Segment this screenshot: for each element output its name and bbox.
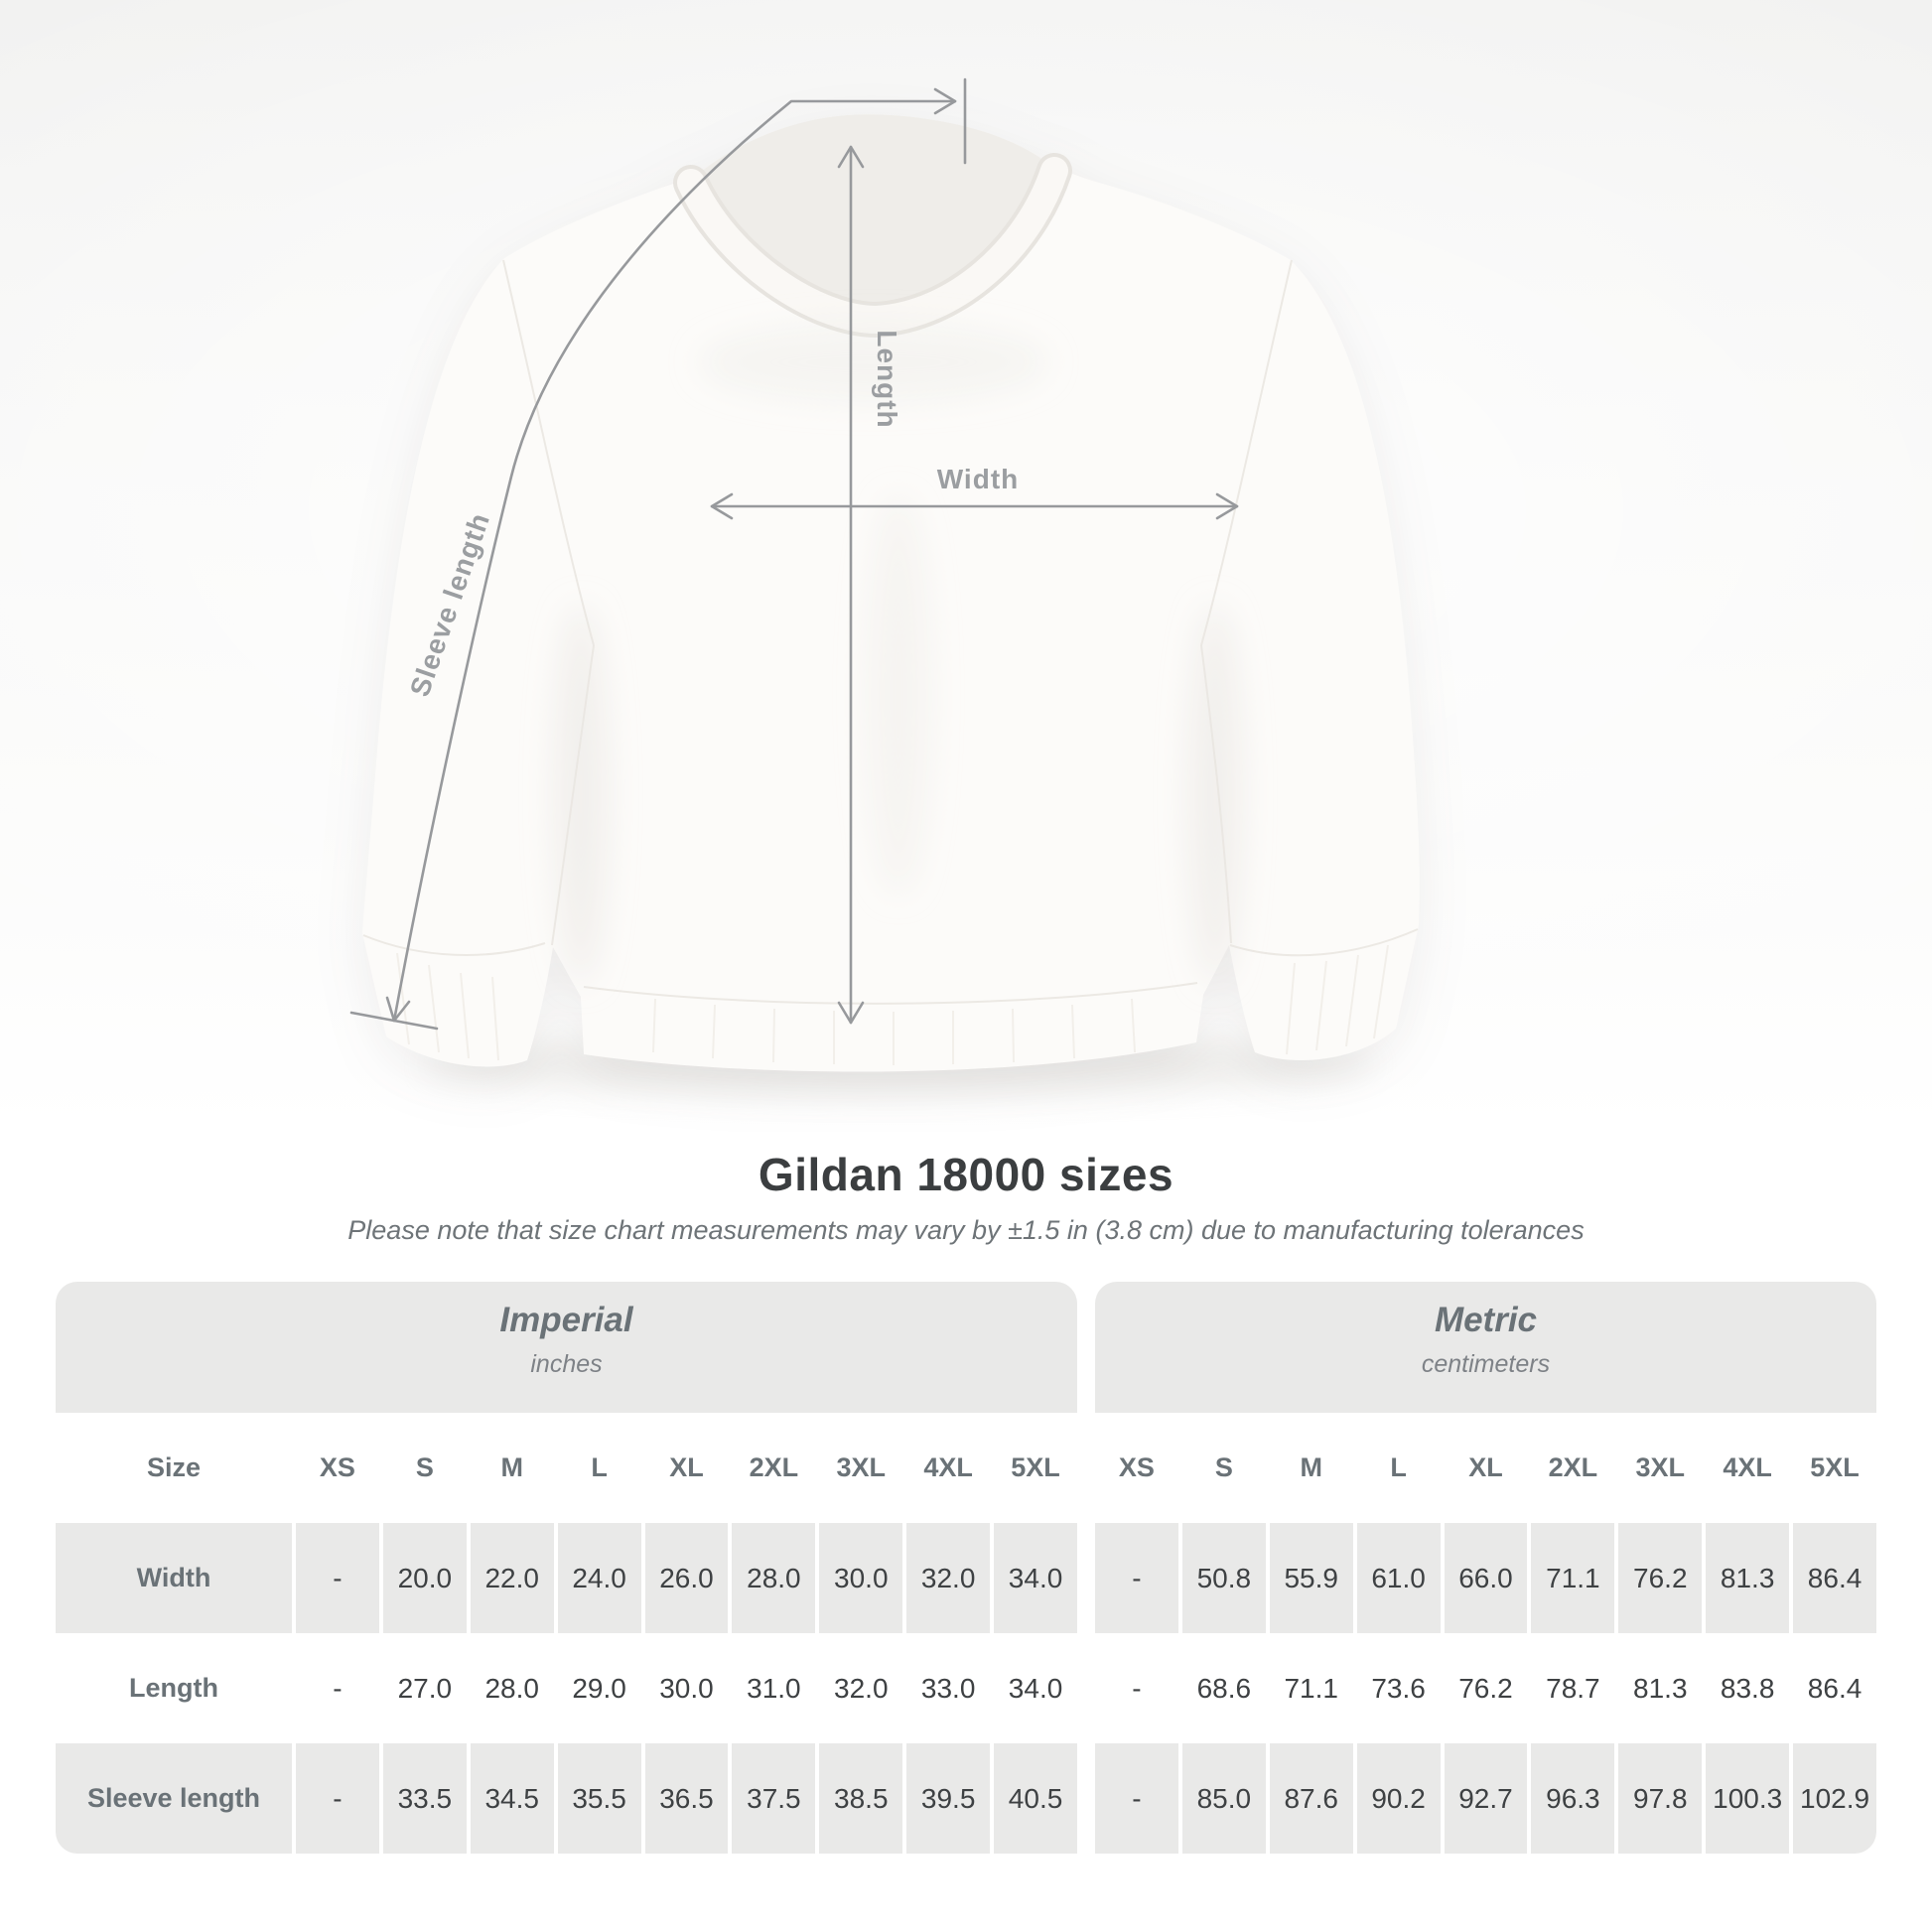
measurement-value: 22.0 — [471, 1523, 554, 1633]
measurement-value: 28.0 — [732, 1523, 815, 1633]
section-divider — [1081, 1743, 1091, 1854]
size-col-header: 3XL — [819, 1413, 902, 1523]
measurement-value: 76.2 — [1445, 1633, 1528, 1743]
measurement-value: 100.3 — [1706, 1743, 1789, 1854]
measurement-value: 37.5 — [732, 1743, 815, 1854]
size-col-header: 5XL — [994, 1413, 1077, 1523]
size-col-header: S — [1182, 1413, 1266, 1523]
measurement-value: 76.2 — [1618, 1523, 1702, 1633]
measurement-value: 39.5 — [906, 1743, 990, 1854]
size-col-header: 4XL — [906, 1413, 990, 1523]
measurement-value: 29.0 — [558, 1633, 641, 1743]
sweatshirt-illustration — [362, 114, 1420, 1071]
row-label: Sleeve length — [56, 1743, 292, 1854]
measurement-value: 28.0 — [471, 1633, 554, 1743]
size-corner-label: Size — [56, 1413, 292, 1523]
measurement-value: 90.2 — [1357, 1743, 1441, 1854]
measurement-value: 92.7 — [1445, 1743, 1528, 1854]
measurement-value: 86.4 — [1793, 1523, 1876, 1633]
measurement-value: 35.5 — [558, 1743, 641, 1854]
section-divider — [1081, 1523, 1091, 1633]
measurement-value: 83.8 — [1706, 1633, 1789, 1743]
measurement-value: 71.1 — [1531, 1523, 1614, 1633]
measurement-value: 33.0 — [906, 1633, 990, 1743]
measurement-value: - — [296, 1523, 379, 1633]
imperial-section-header — [56, 1282, 1077, 1413]
measurement-value: - — [1095, 1633, 1178, 1743]
width-dimension-label: Width — [936, 464, 1020, 494]
row-label: Length — [56, 1633, 292, 1743]
measurement-value: 86.4 — [1793, 1633, 1876, 1743]
measurement-value: 32.0 — [819, 1633, 902, 1743]
size-col-header: S — [383, 1413, 467, 1523]
measurement-value: 87.6 — [1270, 1743, 1353, 1854]
size-col-header: L — [1357, 1413, 1441, 1523]
measurement-value: 31.0 — [732, 1633, 815, 1743]
size-col-header: M — [1270, 1413, 1353, 1523]
measurement-value: 33.5 — [383, 1743, 467, 1854]
size-col-header: XL — [1445, 1413, 1528, 1523]
measurement-value: 34.0 — [994, 1523, 1077, 1633]
length-dimension-label: Length — [872, 330, 902, 429]
measurement-value: 40.5 — [994, 1743, 1077, 1854]
metric-title: Metric — [1434, 1300, 1538, 1339]
measurement-value: 102.9 — [1793, 1743, 1876, 1854]
measurement-value: 34.5 — [471, 1743, 554, 1854]
measurement-value: 34.0 — [994, 1633, 1077, 1743]
measurement-value: 50.8 — [1182, 1523, 1266, 1633]
size-col-header: XS — [1095, 1413, 1178, 1523]
size-col-header: 2XL — [732, 1413, 815, 1523]
tolerance-note: Please note that size chart measurements may vary by ±1.5 in (3.8 cm) due to manufacturing tolerances — [347, 1215, 1585, 1245]
measurement-value: 81.3 — [1706, 1523, 1789, 1633]
measurement-value: 27.0 — [383, 1633, 467, 1743]
measurement-value: 26.0 — [645, 1523, 729, 1633]
size-col-header: XL — [645, 1413, 729, 1523]
measurement-value: 61.0 — [1357, 1523, 1441, 1633]
measurement-value: - — [1095, 1743, 1178, 1854]
measurement-value: 36.5 — [645, 1743, 729, 1854]
row-label: Width — [56, 1523, 292, 1633]
measurement-value: 24.0 — [558, 1523, 641, 1633]
measurement-value: 30.0 — [819, 1523, 902, 1633]
metric-section-header — [1095, 1282, 1876, 1413]
measurement-value: 55.9 — [1270, 1523, 1353, 1633]
measurement-value: - — [296, 1633, 379, 1743]
size-col-header: XS — [296, 1413, 379, 1523]
imperial-unit: inches — [530, 1349, 603, 1378]
size-col-header: 2XL — [1531, 1413, 1614, 1523]
size-col-header: 3XL — [1618, 1413, 1702, 1523]
measurement-value: 81.3 — [1618, 1633, 1702, 1743]
measurement-value: 96.3 — [1531, 1743, 1614, 1854]
measurement-value: 71.1 — [1270, 1633, 1353, 1743]
measurement-value: - — [296, 1743, 379, 1854]
measurement-value: 85.0 — [1182, 1743, 1266, 1854]
sleeve-dimension-label: Sleeve length — [403, 508, 496, 701]
measurement-value: 30.0 — [645, 1633, 729, 1743]
size-chart-table — [56, 1282, 1876, 1854]
measurement-value: 38.5 — [819, 1743, 902, 1854]
measurement-value: 68.6 — [1182, 1633, 1266, 1743]
size-col-header: 5XL — [1793, 1413, 1876, 1523]
measurement-value: 97.8 — [1618, 1743, 1702, 1854]
measurement-value: 20.0 — [383, 1523, 467, 1633]
size-col-header: M — [471, 1413, 554, 1523]
measurement-value: - — [1095, 1523, 1178, 1633]
metric-unit: centimeters — [1421, 1349, 1551, 1378]
size-col-header: 4XL — [1706, 1413, 1789, 1523]
measurement-value: 66.0 — [1445, 1523, 1528, 1633]
measurement-value: 73.6 — [1357, 1633, 1441, 1743]
measurement-value: 32.0 — [906, 1523, 990, 1633]
page-title: Gildan 18000 sizes — [758, 1149, 1174, 1200]
size-col-header: L — [558, 1413, 641, 1523]
section-divider — [1081, 1413, 1091, 1523]
imperial-title: Imperial — [499, 1300, 633, 1339]
size-chart — [56, 1282, 1876, 1854]
section-divider — [1081, 1633, 1091, 1743]
measurement-value: 78.7 — [1531, 1633, 1614, 1743]
